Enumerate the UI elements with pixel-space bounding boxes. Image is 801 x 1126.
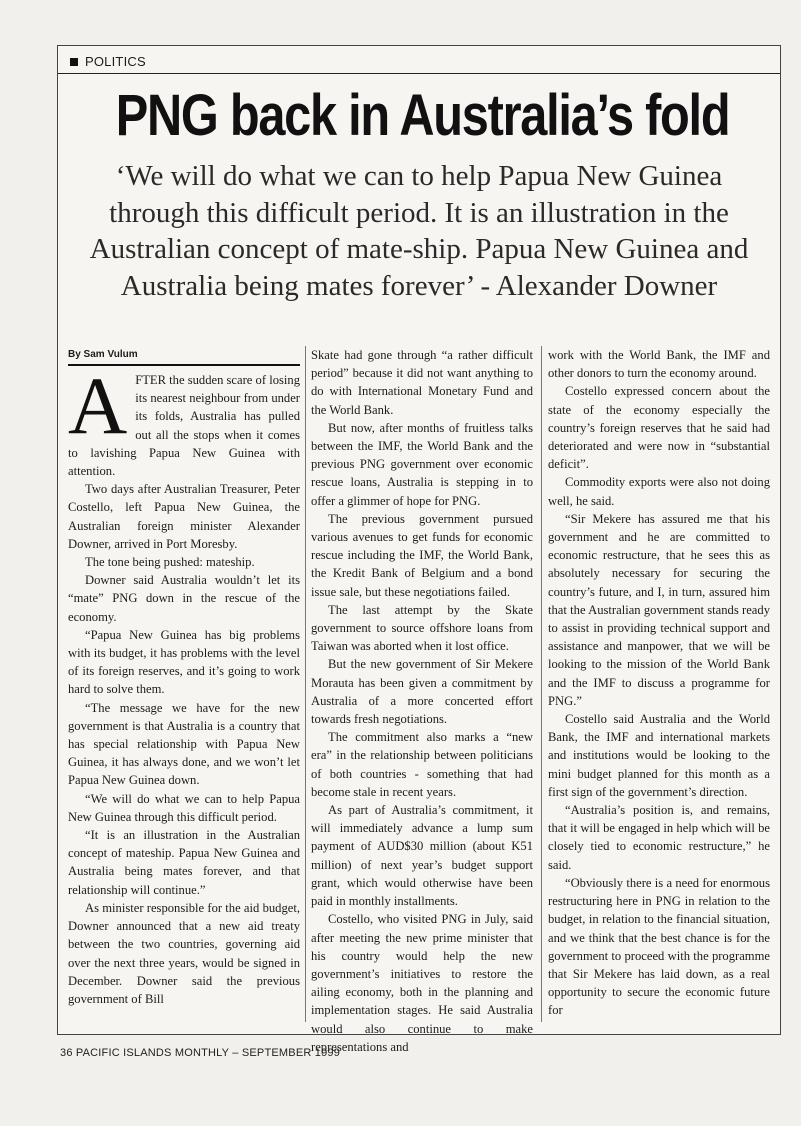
pull-quote: ‘We will do what we can to help Papua New Guinea through this difficult period. It is an illustration in the Australian concept of mate-ship. Papua New Guinea and Australia being mates forever’ - Alexander Downer	[89, 160, 749, 302]
paragraph: As part of Australia’s commitment, it will immediately advance a lump sum payment of AUD$30 million (about K51 million) of next year’s budget support grant, which would otherwise have been paid in monthly installments.	[311, 803, 533, 909]
paragraph: work with the World Bank, the IMF and other donors to turn the economy around.	[548, 348, 770, 381]
paragraph: The commitment also marks a “new era” in the relationship between politicians of both countries - something that had become stale in recent years.	[311, 730, 533, 799]
paragraph: “Sir Mekere has assured me that his government and he are committed to economic restructure, that he sees this as absolutely necessary for securing the country’s future, and I, in turn, assured him that the Australian government stands ready to assist in providing technical support and assistance and manpower, that we will be looking to the mission of the World Bank and the IMF to discuss a programme for PNG.”	[548, 511, 770, 708]
section-label	[70, 54, 146, 69]
paragraph: “It is an illustration in the Australian concept of mateship. Papua New Guinea and Australia being mates forever, and that relationship will continue.”	[68, 828, 300, 897]
section-rule	[58, 73, 780, 74]
section-label-text: POLITICS	[85, 54, 146, 69]
paragraph: The tone being pushed: mateship.	[85, 555, 255, 570]
paragraph: Downer said Australia wouldn’t let its “mate” PNG down in the rescue of the economy.	[68, 573, 300, 624]
paragraph: But now, after months of fruitless talks between the IMF, the World Bank and the previous PNG government over economic rescue loans, Australia is stepping in to offer a glimmer of hope for PNG.	[311, 420, 533, 508]
paragraph: Costello expressed concern about the state of the economy especially the country’s foreign reserves that he said had deteriorated and were now in “substantial deficit”.	[548, 384, 770, 472]
paragraph: As minister responsible for the aid budget, Downer announced that a new aid treaty between the two countries, governing aid over the next three years, would be signed in December. Downer said the previous government of Bill	[68, 900, 300, 1006]
paragraph: “Obviously there is a need for enormous restructuring here in PNG in relation to the budget, in relation to the financial situation, and we think that the best chance is for the government to proceed with the programme that Sir Mekere has laid down, as a real opportunity to secure the economic future for	[548, 875, 770, 1018]
column-divider	[541, 346, 542, 1022]
paragraph: Skate had gone through “a rather difficult period” because it did not want anything to do with International Monetary Fund and the World Bank.	[311, 348, 533, 417]
paragraph: The previous government pursued various avenues to get funds for economic rescue including the IMF, the World Bank, the Kredit Bank of Belgium and a bond issue sale, but these negotiations failed.	[311, 511, 533, 599]
paragraph: “We will do what we can to help Papua New Guinea through this difficult period.	[68, 791, 300, 824]
paragraph: Costello, who visited PNG in July, said after meeting the new prime minister that his country would help the new government’s initiatives to restore the ailing economy, both in the planning and implementation stages. He said Australia would also continue to make representations and	[311, 912, 533, 1054]
paragraph: Costello said Australia and the World Bank, the IMF and international markets and institutions would be looking to the mini budget planned for this month as a first sign of the government’s direction.	[548, 712, 770, 799]
paragraph: The last attempt by the Skate government to source offshore loans from Taiwan was aborted when it lost office.	[311, 602, 533, 654]
column-divider	[305, 346, 306, 1022]
article-column-3	[548, 346, 770, 1022]
article-column-1	[68, 360, 300, 1022]
paragraph: “Australia’s position is, and remains, that it will be engaged in help which will be closely tied to economic restructure,” he said.	[548, 803, 770, 872]
paragraph: “The message we have for the new government is that Australia is a country that has special relationship with Papua New Guinea, it has always done, and we won’t let Papua New Guinea down.	[68, 700, 300, 788]
square-bullet-icon	[70, 58, 78, 66]
paragraph: Commodity exports were also not doing well, he said.	[548, 475, 770, 508]
article-column-2	[311, 346, 533, 1054]
paragraph: But the new government of Sir Mekere Morauta has been given a commitment by Australia of a more concerted effort towards fresh negotiations.	[311, 657, 533, 727]
paragraph: Two days after Australian Treasurer, Peter Costello, left Papua New Guinea, the Australian foreign minister Alexander Downer, arrived in Port Moresby.	[68, 482, 300, 551]
page-footer: 36 PACIFIC ISLANDS MONTHLY – SEPTEMBER 1999	[60, 1047, 341, 1059]
paragraph: FTER the sudden scare of losing its nearest neighbour from under its folds, Australia has pulled out all the stops when it comes to lavishing Papua New Guinea with attention.	[68, 373, 300, 479]
paragraph: “Papua New Guinea has big problems with its budget, it has problems with the level of its foreign reserves, and it’s going to work hard to solve them.	[68, 627, 300, 697]
byline: By Sam Vulum	[68, 349, 138, 360]
drop-cap: A	[68, 360, 128, 451]
headline: PNG back in Australia’s fold	[115, 83, 730, 148]
